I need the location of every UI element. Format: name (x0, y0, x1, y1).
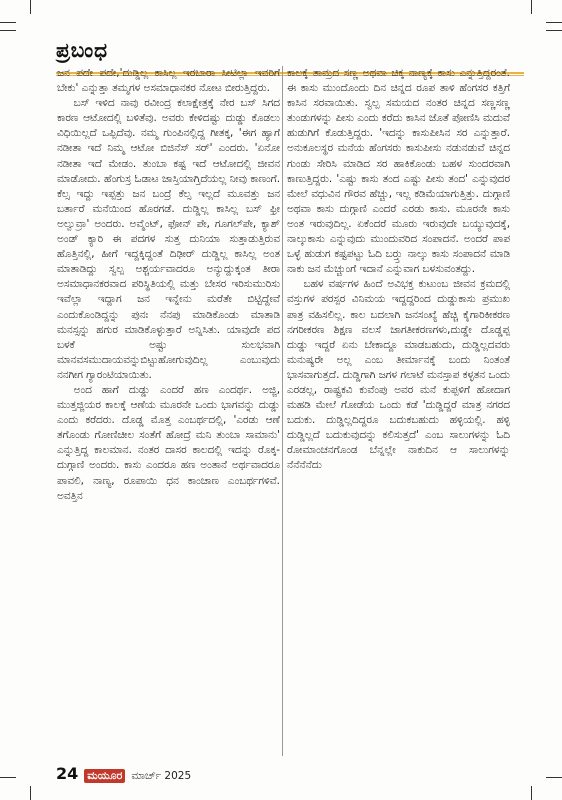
crop-mark (0, 22, 16, 23)
page-header (36, 18, 528, 62)
crop-mark (546, 777, 562, 778)
right-column (287, 66, 510, 766)
crop-mark (531, 786, 532, 800)
column-divider (282, 66, 283, 756)
crop-mark (546, 22, 562, 23)
paragraph: ಅಂದ ಹಾಗೆ ದುಡ್ಡು ಎಂದರೆ ಹಣ ಎಂದರ್ಥ. ಅಜ್ಜಿ, ಮುತ್ತಜ್ಜಿಯರ ಕಾಲಕ್ಕೆ ಆಣೆಯ ಮೂರನೇ ಒಂದು ಭಾಗವನ್ನು ದುಡ್ಡು ಎಂದು ಕರೆದರು. ದೊಡ್ಡ ಮೊತ್ತ ಎಂಬರ್ಥದಲ್ಲಿ, 'ಎರಡು ಆಣೆ ತಗೊಂಡು ಗೋಣಿಚೀಲ ಸಂತೆಗೆ ಹೋದ್ರೆ ಮನಿ ತುಂಬಾ ಸಾಮಾನು' ಎನ್ನುತ್ತಿದ್ದ ಕಾಲಮಾನ. ನಂತರ ದಾಸರ ಕಾಲದಲ್ಲಿ ಇದನ್ನು ರೊಕ್ಕ-ದುಗ್ಗಾಣಿ ಅಂದರು. ಕಾಸು ಎಂದರೂ ಹಣ ಅಂತಾನೆ ಅರ್ಥವಾದರೂ ಪಾವಲಿ, ನಾಣ್ಯ, ರೂಪಾಯಿ ಧನ ಕಾಂಚಾಣ ಎಂಬರ್ಥಗಳಿವೆ. ಅವತ್ತಿನ (57, 383, 280, 502)
issue-date: ಮಾರ್ಚ್ 2025 (131, 770, 192, 782)
crop-mark (30, 786, 31, 800)
page-number: 24 (56, 764, 79, 783)
crop-mark (0, 777, 16, 778)
crop-mark (0, 30, 16, 31)
paragraph: ಕಾಲಕ್ಕೆ ತಾಮ್ರದ ಸಣ್ಣ ಅಥವಾ ಚಿಕ್ಕ ನಾಣ್ಯಕ್ಕೆ ಕಾಸು ಎನ್ನುತ್ತಿದ್ದರಂತೆ. ಈ ಕಾಸು ಮುಂದೊಂದು ದಿನ ಚಿನ್ನದ ರೂಪ ತಾಳಿ ಹೆಂಗಸರ ಕತ್ತಿಗೆ ಕಾಸಿನ ಸರವಾಯಿತು. ಸ್ವಲ್ಪ ಸಮಯದ ನಂತರ ಚಿನ್ನದ ಸಣ್ಣಸಣ್ಣ ತುಂಡುಗಳನ್ನು ಪೀಸು ಎಂದು ಕರೆದು ಕಾಸಿನ ಜೊತೆ ಪೋಣಿಸಿ ಮದುವೆ ಹುಡುಗಿಗೆ ಕೊಡುತ್ತಿದ್ದರು. 'ಇದನ್ನು ಕಾಸುಪೀಸಿನ ಸರ ಎನ್ನುತ್ತಾರೆ. ಅನುಕೂಲಸ್ಥರ ಮನೆಯ ಹೆಂಗಸರು ಕಾಸುಪೀಸು ನಡುನಡುವೆ ಚಿನ್ನದ ಗುಂಡು ಸೇರಿಸಿ ಮಾಡಿದ ಸರ ಹಾಕಿಕೊಂಡು ಬಹಳ ಸುಂದರವಾಗಿ ಕಾಣುತ್ತಿದ್ದರು. 'ಎಷ್ಟು ಕಾಸು ತಂದ ಎಷ್ಟು ಪೀಸು ತಂದ' ಎನ್ನುವುದರ ಮೇಲೆ ವಧುವಿನ ಗೌರವ ಹೆಚ್ಚು, ಇಲ್ಲ ಕಡಿಮೆಯಾಗುತ್ತಿತ್ತು. ದುಗ್ಗಾಣಿ ಅಥವಾ ಕಾಸು ದುಗ್ಗಾಣಿ ಎಂದರೆ ಎರಡು ಕಾಸು. ಮೂರನೇ ಕಾಸು ಅಂತ ಇರುವುದಿಲ್ಲ. ಏಕೆಂದರೆ ಮೂರು ಇರುವುದೇ ಬಯ್ಯುವುದಕ್ಕೆ, ನಾಲ್ಕುಕಾಸು ಎನ್ನುವುದು ಮುಂದುವರಿದ ಸಂಪಾದನೆ. ಅಂದರೆ ಪಾಪ ಒಳ್ಳೆ ಹುಡುಗ ಕಷ್ಟಪಟ್ಟು ಓದಿ ಬರ್‍ತ್ತು ನಾಲ್ಕು ಕಾಸು ಸಂಪಾದನೆ ಮಾಡಿ ನಾಕು ಜನ ಮೆಚ್ಚುಂಗೆ ಇದಾನೆ ಎನ್ನುವಾಗ ಬಳಸುವಂತದ್ದು. (287, 67, 510, 276)
paragraph: ಬಹಳ ವರ್ಷಗಳ ಹಿಂದೆ ಅವಿಭಕ್ತ ಕುಟುಂಬ ಜೀವನ ಕ್ರಮದಲ್ಲಿ ವಸ್ತುಗಳ ಪರಸ್ಪರ ವಿನಿಮಯ ಇದ್ದದ್ದರಿಂದ ದುಡ್ಡುಕಾಸು ಪ್ರಮುಖ ಪಾತ್ರ ವಹಿಸಲಿಲ್ಲ. ಕಾಲ ಬದಲಾಗಿ ಜನಸಂಖ್ಯೆ ಹೆಚ್ಚಿ ಕೈಗಾರಿಕೀಕರಣ ನಗರೀಕರಣ ಶಿಕ್ಷಣ ವಲಸೆ ಜಾಗತೀಕರಣಗಳು,ದುಡ್ಡೇ ದೊಡ್ಡಪ್ಪ ದುಡ್ಡು ಇದ್ದರೆ ಏನು ಬೇಕಾದ್ದೂ ಮಾಡಬಹುದು, ದುಡ್ಡಿಲ್ಲದವರು ಮನುಷ್ಯರೇ ಅಲ್ಲ ಎಂಬ ತೀರ್ಮಾನಕ್ಕೆ ಬಂದು ನಿಂತಂತೆ ಭಾಸವಾಗುತ್ತದೆ. ದುಡ್ಡಿಗಾಗಿ ಜಗಳ ಗಲಾಟೆ ಮನಸ್ತಾಪ ಕಳ್ಳತನ ಒಂದು ಎರಡಲ್ಲ, ರಾಷ್ಟ್ರಕವಿ ಕುವೆಂಪು ಅವರ ಮನೆ ಕುಪ್ಪಳಿಗೆ ಹೋದಾಗ ಮಹಡಿ ಮೇಲೆ ಗೋಡೆಯ ಒಂದು ಕಡೆ 'ದುಡ್ಡಿದ್ದರೆ ಮಾತ್ರ ನಗರದ ಬದುಕು. ದುಡ್ಡಿಲ್ಲದಿದ್ದರೂ ಬದುಕಬಹುದು ಹಳ್ಳಿಯಲ್ಲಿ. ಹಳ್ಳಿ ದುಡ್ಡಿಲ್ಲದೆ ಬದುಕುವುದನ್ನು ಕಲಿಸುತ್ತದೆ' ಎಂಬ ಸಾಲುಗಳನ್ನು ಓದಿ ರೋಮಾಂಚನಗೊಂಡ ಬೆನ್ನಲ್ಲೇ ನಾಕುದಿನ ಆ ಸಾಲುಗಳನ್ನು ನೆನೆನೆನೆದು (287, 278, 510, 472)
magazine-logo: ಮಯೂರ (84, 769, 125, 783)
crop-mark (531, 0, 532, 14)
left-column (57, 66, 280, 766)
crop-mark (546, 30, 562, 31)
paragraph: ಜನ ಪದೇ ಪದೇ,'ದುಡ್ಡಿಲ್ಲ ಕಾಸಿಲ್ಲ ಇರಬಾರಾ ಸೀಟಿಲ್ಲಾ ಇವರಿಗೆ ಬೇಕು' ಎನ್ನುತ್ತಾ ತಮ್ಮಗಳ ಅಸಮಾಧಾನಕರ ನೋಟ ಬೀರುತ್ತಿದ್ದರು. (57, 67, 280, 95)
paragraph: ಬಸ್ ಇಳಿದ ನಾವು ರವೀಂದ್ರ ಕಲಾಕ್ಷೇತ್ರಕ್ಕೆ ನೇರ ಬಸ್ ಸಿಗದ ಕಾರಣ ಆಟೋದಲ್ಲಿ ಬಳಿತೆವು. ಅವರು ಕೇಳಿದಷ್ಟು ದುಡ್ಡು ಕೊಡಲು ವಿಧಿಯಿಲ್ಲದೆ ಒಪ್ಪಿದೆವು. ನಮ್ಮ ಗುಂಪಿನಲ್ಲಿದ್ದ ಗೀತಕ್ಕ, 'ಈಗ ಹ್ಯಾಗೆ ನಡೀತಾ ಇದೆ ನಿಮ್ಮ ಆಟೋ ಬಿಜಿನೆಸ್ ಸರ್' ಎಂದರು. 'ಏನೋ ನಡೀತಾ ಇದೆ ಮೇಡಂ. ತುಂಬಾ ಕಷ್ಟ ಇದೆ ಆಟೋದಲ್ಲಿ ಜೀವನ ಮಾಡೋದು. ಹೆಂಗುಸ್ರ ಓಡಾಟ ಜಾಸ್ತಿಯಾಗ್ತಿದೆಯಲ್ಲ ನೀವು ಕಾಣಂಗೆ. ಕೆಲ್ಸ ಇದ್ದು ಇಪ್ಪತ್ತು ಜನ ಬಂದ್ರೆ ಕೆಲ್ಸ ಇಲ್ಲದೆ ಮೂವತ್ತು ಜನ ಬರ್ತಾರೆ ಮನೆಯಿಂದ ಹೊರಗಡೆ. ದುಡ್ಡಿಲ್ಲ ಕಾಸಿಲ್ಲ ಬಸ್ ಫ್ರೀ ಅಲ್ವುವ್ರಾ' ಅಂದರು. ಅವ್ಮೆಂಟ್, ಫೋನ್ ಪೇ, ಗೂಗಲ್‌ಪೇ, ಕ್ಯಾಶ್ ಅಂಡ್ ಕ್ಯಾರಿ ಈ ಪದಗಳ ಸುತ್ತ ದುನಿಯಾ ಸುತ್ತಾಡುತ್ತಿರುವ ಹೊತ್ತಿನಲ್ಲಿ, ಹೀಗೆ ಇದ್ದಕ್ಕಿದ್ದಂತೆ ದಿಢೀರ್ ದುಡ್ಡಿಲ್ಲ ಕಾಸಿಲ್ಲ ಅಂತ ಮಾತಾಡಿದ್ದು ಸ್ವಲ್ಪ ಅಶ್ಚರ್ಯವಾದರೂ ಅನ್ಯುದ್ದುಕ್ಕಂತ ತೀರಾ ಅಸಮಾಧಾನಕರವಾದ ಪರಿಸ್ಥಿತಿಯಲ್ಲಿ ಮತ್ತು ಬೇಸರ ಇರಿಸುಮುರಿಸು ಇವೆಲ್ಲಾ ಇದ್ದಾಗ ಜನ ಇನ್ನೇನು ಮರೆತೇ ಬಿಟ್ಟಿದ್ದೇವೆ ಎಂದುಕೊಂಡಿದ್ದನ್ನು ಪುನಃ ನೆನಪು ಮಾಡಿಕೊಂಡು ಮಾತಾಡಿ ಮನಸ್ಸನ್ನು ಹಗುರ ಮಾಡಿಕೊಳ್ಳುತ್ತಾರೆ ಅನ್ನಿಸಿತು. ಯಾವುದೇ ಪದ ಬಳಕೆ ಅಷ್ಟು ಸುಲಭವಾಗಿ ಮಾನವಸಮುದಾಯವನ್ನುಬಿಟ್ಟುಹೋಗುವುದಿಲ್ಲ ಎಂಬುವುದು ನನಗೀಗ ಗ್ಯಾರಂಟಿಯಾಯಿತು. (57, 97, 280, 381)
crop-mark (30, 0, 31, 14)
page-footer (56, 764, 191, 784)
section-title: ಪ್ರಬಂಧ (56, 38, 109, 62)
